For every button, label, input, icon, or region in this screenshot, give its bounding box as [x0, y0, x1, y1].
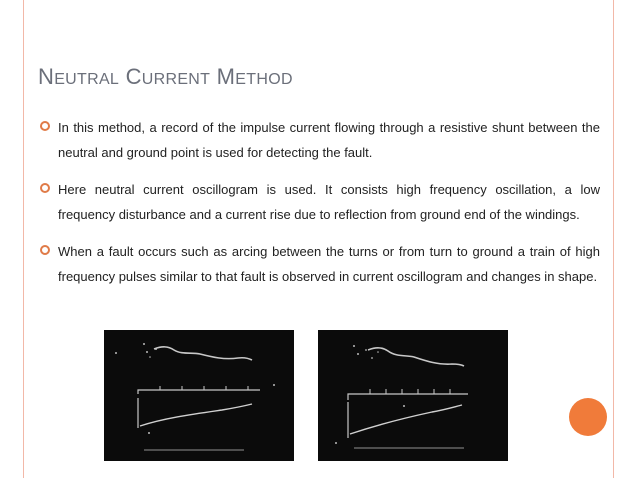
- bullet-item: [40, 116, 600, 165]
- bullet-item: [40, 178, 600, 227]
- accent-circle: [569, 398, 607, 436]
- bullet-marker-icon: [40, 245, 50, 255]
- oscillogram-normal: [104, 330, 294, 461]
- bullet-text: When a fault occurs such as arcing between the turns or from turn to ground a train of high frequency pulses similar to that fault is observed in current oscillogram and changes in shape.: [58, 244, 600, 284]
- slide-border-right: [613, 0, 614, 478]
- oscillogram-fault: [318, 330, 508, 461]
- bullet-item: [40, 240, 600, 289]
- bullet-marker-icon: [40, 183, 50, 193]
- slide-title: NEUTRAL CURRENT METHOD: [38, 64, 293, 89]
- bullet-marker-icon: [40, 121, 50, 131]
- bullet-text: Here neutral current oscillogram is used. It consists high frequency oscillation, a low frequency disturbance and a current rise due to reflection from ground end of the windings.: [58, 182, 600, 222]
- slide-border-left: [23, 0, 24, 478]
- bullet-list: [40, 116, 600, 302]
- bullet-text: In this method, a record of the impulse current flowing through a resistive shunt between the neutral and ground point is used for detecting the fault.: [58, 120, 600, 160]
